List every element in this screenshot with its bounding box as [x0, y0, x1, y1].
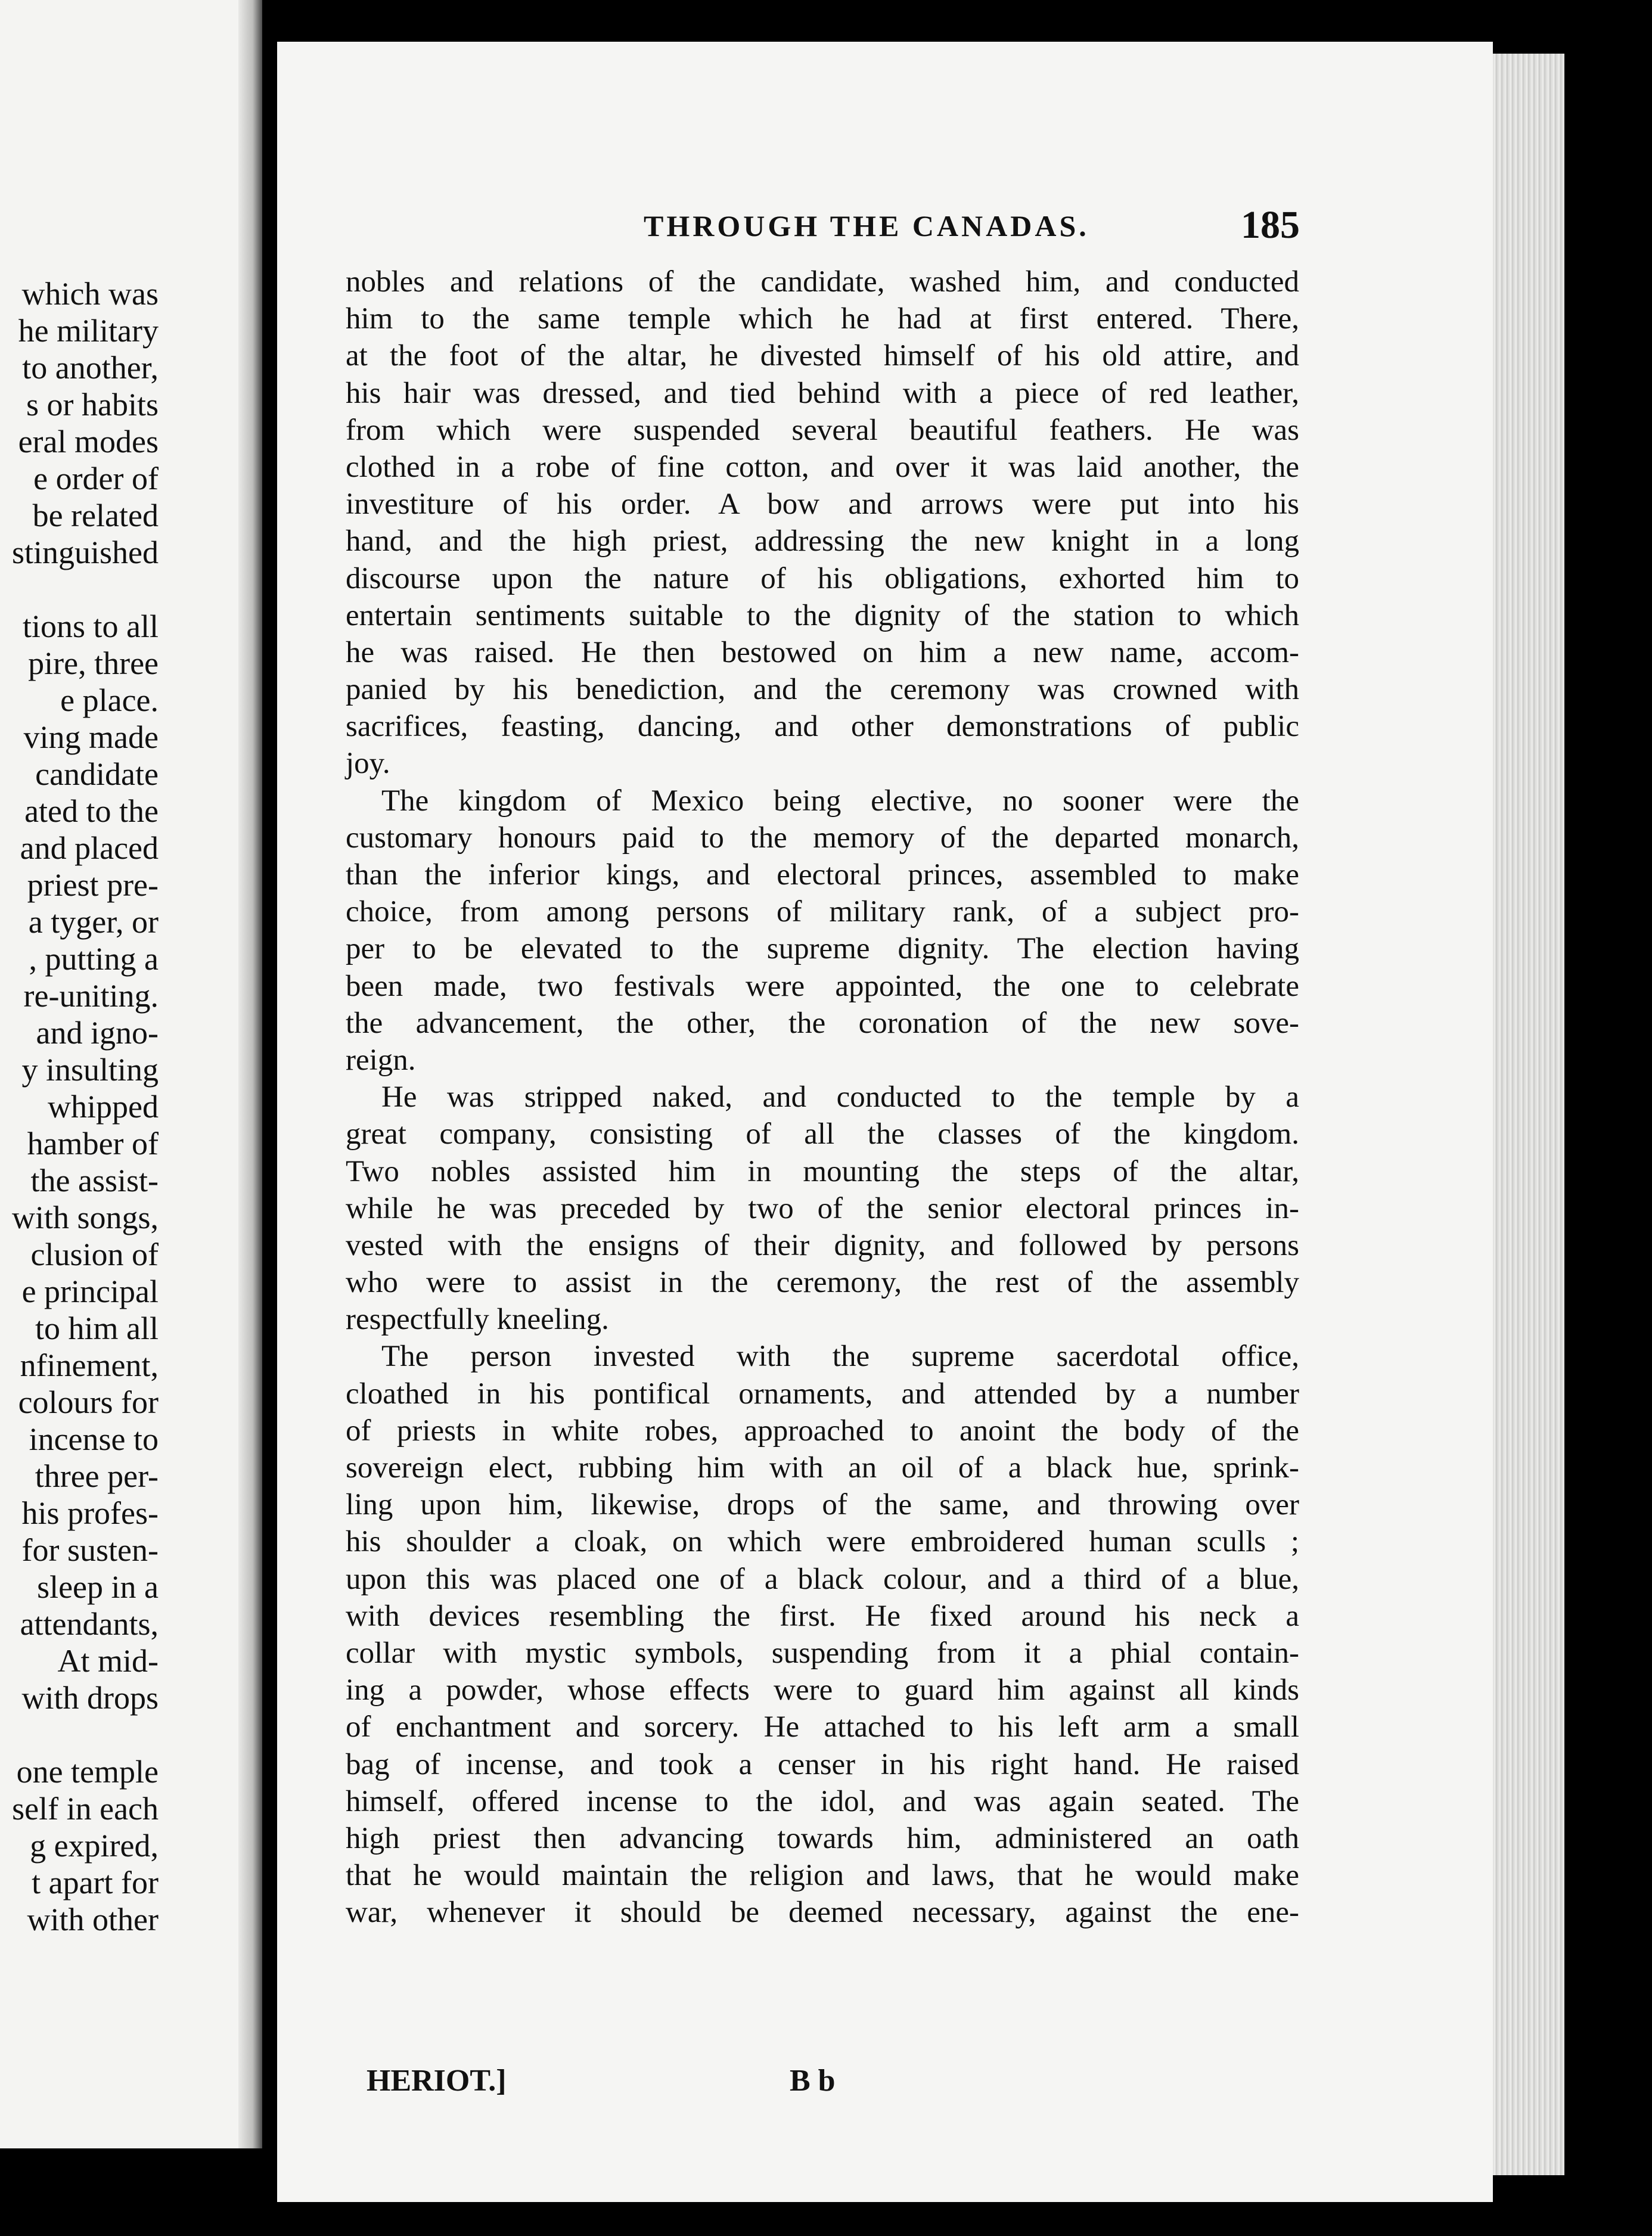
text-line: of enchantment and sorcery. He attached to his left arm a small	[346, 1710, 1299, 1744]
facing-page-line: candidate	[35, 756, 159, 792]
facing-page-line: to him all	[35, 1310, 159, 1346]
text-line: investiture of his order. A bow and arrows were put into his	[346, 487, 1299, 521]
text-line: clothed in a robe of fine cotton, and over it was laid another, the	[346, 450, 1299, 484]
text-line: that he would maintain the religion and laws, that he would make	[346, 1859, 1299, 1893]
facing-page-line: , putting a	[29, 941, 159, 977]
text-line: He was stripped naked, and conducted to the temple by a	[381, 1080, 1299, 1114]
facing-page-line: incense to	[29, 1421, 159, 1457]
text-line: reign.	[346, 1043, 416, 1077]
facing-page-line: attendants,	[20, 1606, 159, 1642]
facing-page-line: hamber of	[27, 1126, 159, 1162]
facing-page-line	[0, 571, 159, 608]
facing-page-line: he military	[18, 313, 159, 349]
facing-page-line: and placed	[20, 830, 159, 866]
text-line: ing a powder, whose effects were to guard him against all kinds	[346, 1673, 1299, 1707]
text-line: hand, and the high priest, addressing the new knight in a long	[346, 524, 1299, 558]
facing-page-line: stinguished	[11, 535, 159, 570]
text-line: than the inferior kings, and electoral princes, assembled to make	[346, 858, 1299, 892]
facing-page-line: with other	[27, 1902, 159, 1937]
facing-page-line: re-uniting.	[23, 978, 159, 1014]
text-line: entertain sentiments suitable to the dignity of the station to which	[346, 598, 1299, 632]
text-line: customary honours paid to the memory of the departed monarch,	[346, 821, 1299, 855]
facing-page-line	[0, 1716, 159, 1753]
facing-page-line: ving made	[23, 719, 159, 755]
book-gutter	[238, 0, 262, 2148]
text-line: from which were suspended several beautiful feathers. He was	[346, 413, 1299, 447]
text-line: per to be elevated to the supreme dignity. The election having	[346, 932, 1299, 966]
facing-page-line: with drops	[21, 1680, 159, 1716]
text-line: been made, two festivals were appointed, the one to celebrate	[346, 969, 1299, 1003]
facing-page-line: nfinement,	[20, 1347, 159, 1383]
text-line: bag of incense, and took a censer in his right hand. He raised	[346, 1747, 1299, 1781]
facing-page-line: which was	[21, 276, 159, 312]
facing-page-line: be related	[32, 498, 159, 533]
text-line: respectfully kneeling.	[346, 1303, 609, 1337]
running-head: THROUGH THE CANADAS.	[644, 209, 1089, 243]
facing-page-line: priest pre-	[27, 867, 159, 903]
facing-page-line: clusion of	[30, 1237, 159, 1272]
facing-page-line: e place.	[60, 682, 159, 718]
facing-page-line: one temple	[16, 1754, 159, 1790]
body-text	[346, 263, 1299, 1931]
text-line: collar with mystic symbols, suspending from it a phial contain-	[346, 1636, 1299, 1670]
facing-page-line: sleep in a	[37, 1569, 159, 1605]
facing-page-line: self in each	[12, 1791, 159, 1827]
facing-page-line: and igno-	[36, 1015, 159, 1051]
text-line: at the foot of the altar, he divested himself of his old attire, and	[346, 339, 1299, 373]
text-line: who were to assist in the ceremony, the rest of the assembly	[346, 1266, 1299, 1300]
facing-page-line: e order of	[33, 461, 159, 496]
text-line: panied by his benediction, and the ceremony was crowned with	[346, 673, 1299, 707]
text-line: The person invested with the supreme sacerdotal office,	[381, 1340, 1299, 1374]
page-number: 185	[1241, 203, 1300, 247]
text-line: The kingdom of Mexico being elective, no sooner were the	[381, 784, 1299, 818]
text-line: himself, offered incense to the idol, and was again seated. The	[346, 1784, 1299, 1818]
text-line: joy.	[346, 747, 390, 781]
facing-page-line: y insulting	[21, 1052, 159, 1088]
text-line: while he was preceded by two of the senior electoral princes in-	[346, 1191, 1299, 1225]
facing-page-line: t apart for	[32, 1865, 159, 1900]
facing-page-line: a tyger, or	[28, 904, 159, 940]
signature-mark: B b	[790, 2064, 836, 2098]
facing-page-line: At mid-	[57, 1643, 159, 1679]
text-line: cloathed in his pontifical ornaments, and attended by a number	[346, 1377, 1299, 1411]
facing-page-line: with songs,	[11, 1200, 159, 1235]
text-line: vested with the ensigns of their dignity, and followed by persons	[346, 1228, 1299, 1262]
facing-page-line: whipped	[48, 1089, 159, 1125]
facing-page-line: g expired,	[30, 1828, 159, 1864]
text-line: ling upon him, likewise, drops of the same, and throwing over	[346, 1488, 1299, 1522]
facing-page-line: colours for	[18, 1384, 159, 1420]
text-line: choice, from among persons of military rank, of a subject pro-	[346, 895, 1299, 929]
facing-page-line: ated to the	[24, 793, 159, 829]
text-line: sacrifices, feasting, dancing, and other demonstrations of public	[346, 710, 1299, 744]
text-line: he was raised. He then bestowed on him a new name, accom-	[346, 635, 1299, 669]
text-line: great company, consisting of all the classes of the kingdom.	[346, 1117, 1299, 1151]
facing-page-text	[0, 275, 159, 1938]
facing-page-line: e principal	[21, 1274, 159, 1309]
facing-page-line: s or habits	[26, 387, 159, 423]
text-line: war, whenever it should be deemed necessary, against the ene-	[346, 1896, 1299, 1930]
signature-catchword: HERIOT.]	[367, 2064, 507, 2098]
facing-page-line: tions to all	[23, 608, 159, 644]
text-line: Two nobles assisted him in mounting the steps of the altar,	[346, 1154, 1299, 1188]
facing-page-line: his profes-	[21, 1495, 159, 1531]
facing-page-line: eral modes	[18, 424, 159, 459]
facing-page-line: pire, three	[28, 645, 159, 681]
facing-page-line: three per-	[35, 1458, 159, 1494]
text-line: nobles and relations of the candidate, washed him, and conducted	[346, 265, 1299, 299]
text-line: discourse upon the nature of his obligations, exhorted him to	[346, 561, 1299, 595]
text-line: the advancement, the other, the coronation of the new sove-	[346, 1006, 1299, 1040]
text-line: his hair was dressed, and tied behind with a piece of red leather,	[346, 376, 1299, 410]
facing-page-line: for susten-	[21, 1532, 159, 1568]
text-line: of priests in white robes, approached to anoint the body of the	[346, 1414, 1299, 1448]
facing-page-left	[0, 0, 250, 2148]
text-line: upon this was placed one of a black colour, and a third of a blue,	[346, 1562, 1299, 1596]
page-edges	[1493, 54, 1564, 2175]
text-line: sovereign elect, rubbing him with an oil of a black hue, sprink-	[346, 1451, 1299, 1485]
text-line: high priest then advancing towards him, administered an oath	[346, 1821, 1299, 1855]
text-line: him to the same temple which he had at first entered. There,	[346, 302, 1299, 336]
facing-page-line: to another,	[22, 350, 159, 386]
text-line: with devices resembling the first. He fixed around his neck a	[346, 1599, 1299, 1633]
facing-page-line: the assist-	[30, 1163, 159, 1198]
text-line: his shoulder a cloak, on which were embroidered human sculls ;	[346, 1525, 1299, 1559]
